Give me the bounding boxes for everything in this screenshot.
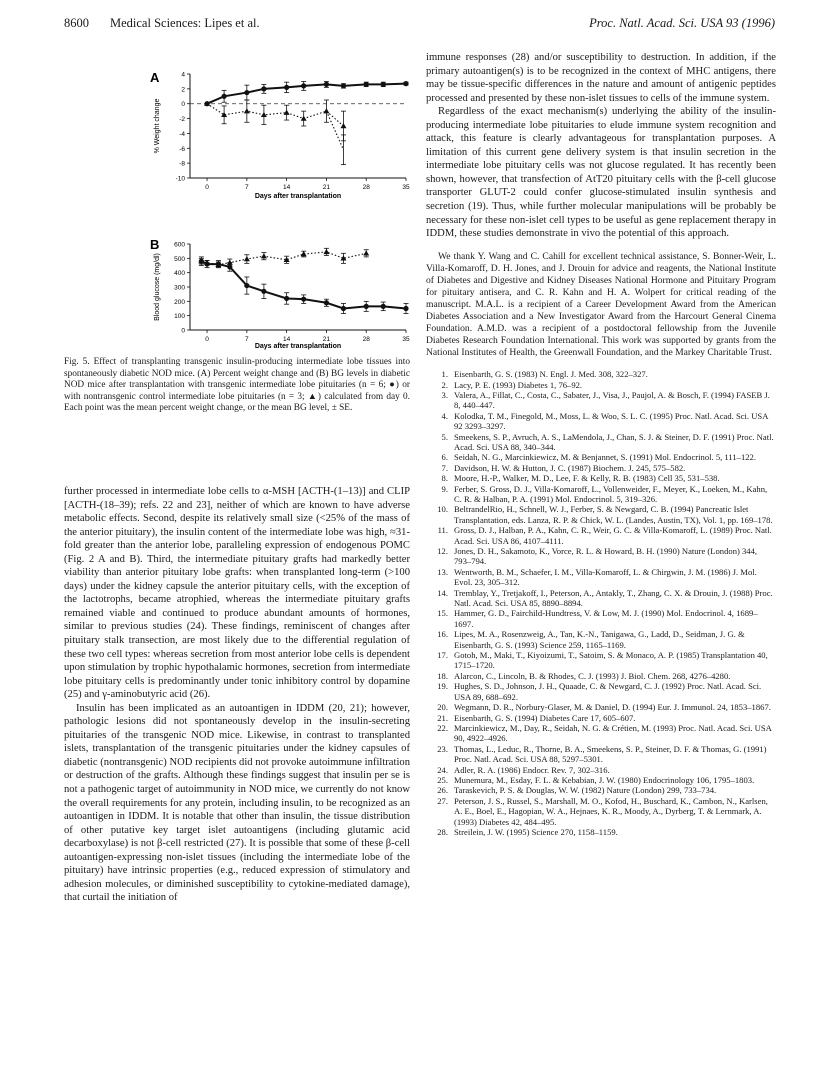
panel-b-point-circle — [301, 297, 306, 302]
reference-item — [426, 432, 776, 453]
panel-a-point-triangle — [284, 110, 290, 115]
panel-a-series-2-line — [207, 104, 343, 126]
caption-text: Effect of transplanting transgenic insulin-producing intermediate lobe tissues into spontaneously diabetic NOD mice. (A) Percent weight change and (B) BG levels in diabetic NOD mice after transplantation with transgenic intermediate lobe pituitaries (n = 6; ●) or with nontransgenic control intermediate lobe pituitaries (n = 3; ▲) calculated from day 0. Each point was the mean percent weight change, or the mean BG level, ± SE. — [64, 357, 411, 414]
right-column-body — [426, 51, 776, 837]
reference-text: Jones, D. H., Sakamoto, K., Vorce, R. L. & Howard, B. H. (1990) Nature (London) 344, 793–794. — [454, 546, 758, 567]
panel-a-x-tick-label: 14 — [283, 184, 291, 191]
reference-text: Taraskevich, P. S. & Douglas, W. W. (1982) Nature (London) 299, 733–734. — [454, 785, 717, 796]
reference-item — [426, 713, 776, 723]
panel-b-xlabel: Days after transplantation — [254, 343, 342, 350]
panel-a-series-3-line — [326, 111, 343, 150]
reference-number: 26. — [437, 785, 448, 796]
panel-b-point-circle — [403, 306, 408, 311]
body-paragraph: Insulin has been implicated as an autoantigen in IDDM (20, 21); however, pathologic lesions did not spontaneously develop in the insulin-secreting pituitaries of the transgenic NOD mice. Likewise, in contrast to transplanted islets, transplantation of the transgenic pituitaries under the kidney capsules of diabetic (nontransgenic) NOD recipients did not provoke autoimmune infiltration or destruction of the grafts. Although these findings suggest that insulin per se is not a pathogenic target of autoimmunity in NOD mice, we currently do not know the overall requirements for any protein, including insulin, to be recognized as an autoantigen in IDDM. It is notable that other than insulin, the tissue distribution of other putative key target islet autoantigens (including glutamic acid decarboxylase) is not β-cell restricted (27). It is possible that some of these β-cell autoantigen-expressing non-islet tissues (including the intermediate lobe of the pituitary) have intrinsic properties (e.g., reduced expression of stimulatory and adhesion molecules, or diminished susceptibility to cytokine-mediated damage), that curtail the initiation of — [64, 702, 410, 904]
panel-b-series-2-line — [201, 252, 366, 265]
reference-item — [426, 525, 776, 546]
panel-b-y-tick-label: 200 — [174, 298, 185, 306]
panel-a-y-tick-label: -10 — [175, 175, 185, 183]
reference-number: 9. — [441, 483, 448, 494]
reference-number: 16. — [437, 629, 448, 640]
panel-b-y-tick-label: 500 — [174, 255, 185, 263]
reference-text: Hammer, G. D., Fairchild-Hundtress, V. & Low, M. J. (1990) Mol. Endocrinol. 4, 1689–1697. — [454, 608, 758, 629]
panel-a-label: A — [150, 70, 160, 85]
panel-b-point-circle — [244, 283, 249, 288]
panel-a-point-circle — [261, 86, 266, 91]
running-header — [64, 14, 775, 36]
reference-list — [426, 369, 776, 837]
panel-b-label: B — [150, 237, 160, 252]
reference-number: 12. — [437, 546, 448, 556]
reference-item — [426, 775, 776, 785]
reference-item — [426, 702, 776, 712]
panel-a-point-circle — [244, 90, 249, 95]
panel-b-x-tick-label: 7 — [245, 336, 249, 343]
figure-5-svg — [64, 56, 410, 356]
panel-a-x-tick-label: 28 — [362, 184, 370, 191]
panel-a-point-triangle — [301, 116, 307, 121]
panel-b-y-tick-label: 600 — [174, 241, 185, 249]
panel-b-point-circle — [284, 296, 289, 301]
reference-text: Lacy, P. E. (1993) Diabetes 1, 76–92. — [454, 379, 583, 390]
reference-item — [426, 671, 776, 681]
panel-a-point-circle — [301, 83, 306, 88]
reference-number: 20. — [437, 702, 448, 713]
body-paragraph: Regardless of the exact mechanism(s) underlying the ability of the insulin-producing intermediate lobe pituitaries to elude immune system recognition and attack, this feature is clearly advantageous for transplantation purposes. A limitation of this current gene delivery system is that insulin secretion in the intermediate lobe pituitary cells was not glucose regulated. It has recently been shown, however, that transfection of AtT20 pituitary cells with the β-cell glucose transporter GLUT-2 could confer glucose-stimulated insulin synthesis and secretion (19). Thus, while further molecular manipulations will be probably be necessary for these non-islet cell types to be useful as gene replacement therapy in IDDM, these studies demonstrate in vivo the potential of this approach. — [426, 106, 776, 240]
panel-b-point-triangle — [244, 256, 250, 261]
reference-number: 8. — [441, 473, 448, 484]
acknowledgment: We thank Y. Wang and C. Cahill for excellent technical assistance, S. Bonner-Weir, L. Villa-Komaroff, D. H. Jones, and J. Drouin for advice and reagents, the National Institute of Diabetes and Digestive and Kidney Diseases National Hormone and Pituitary Program for pituitary antisera, and C. R. Kahn and H. A. Wolpert for critical reading of the manuscript. M.A.L. is a recipient of a Career Development Award from the American Diabetes Association and a New Investigator Award from the Harcourt General Cinema Foundation. A.M.D. was a recipient of a postdoctoral fellowship from the Juvenile Diabetes Research Foundation International. This work was supported by grants from the National Institutes of Health, the Greenwall Foundation, and the Markey Charitable Trust. — [426, 250, 776, 359]
reference-item — [426, 369, 776, 379]
reference-text: Alarcon, C., Lincoln, B. & Rhodes, C. J. (1993) J. Biol. Chem. 268, 4276–4280. — [454, 670, 731, 681]
panel-a-point-triangle — [323, 108, 329, 113]
panel-a-point-triangle — [261, 112, 267, 117]
reference-item — [426, 785, 776, 795]
reference-number: 6. — [441, 452, 448, 463]
figure-caption — [64, 357, 410, 415]
reference-item — [426, 463, 776, 473]
reference-item — [426, 650, 776, 671]
panel-b-y-tick-label: 0 — [181, 327, 185, 335]
panel-b-point-triangle — [363, 250, 369, 255]
panel-a-xlabel: Days after transplantation — [254, 193, 342, 200]
panel-a-point-triangle — [340, 123, 346, 128]
reference-item — [426, 484, 776, 505]
reference-text: Davidson, H. W. & Hutton, J. C. (1987) Biochem. J. 245, 575–582. — [454, 462, 686, 473]
panel-a-point-triangle — [244, 108, 250, 113]
reference-number: 17. — [437, 650, 448, 661]
reference-text: Gotoh, M., Maki, T., Kiyoizumi, T., Satoim, S. & Monaco, A. P. (1985) Transplantation 40, 1715–1720. — [454, 650, 768, 671]
reference-number: 4. — [441, 410, 448, 421]
reference-number: 24. — [437, 764, 448, 775]
reference-text: Kolodka, T. M., Finegold, M., Moss, L. & Woo, S. L. C. (1995) Proc. Natl. Acad. Sci. USA 92 3293–3297. — [454, 410, 768, 432]
reference-item — [426, 744, 776, 765]
reference-number: 21. — [437, 712, 448, 723]
reference-text: Peterson, J. S., Russel, S., Marshall, M. O., Kofod, H., Buschard, K., Cambon, N., Karlsen, A. E., Boel, E., Hagopian, W. A., Hejnaes, K. R., Moody, A., Dyrberg, T. & Lernmark, A. (1993) Diabetes 42, 484–495. — [454, 795, 768, 827]
reference-text: Eisenbarth, G. S. (1983) N. Engl. J. Med. 308, 322–327. — [454, 369, 648, 380]
panel-a-x-tick-label: 7 — [245, 184, 249, 191]
panel-b-ylabel: Blood glucose (mg/dl) — [154, 253, 161, 321]
body-paragraph: further processed in intermediate lobe cells to α-MSH [ACTH-(1–13)] and CLIP [ACTH-(18–39); refs. 22 and 23], neither of which are known to have adverse metabolic effects. Second, despite its relatively small size (<25% of the mass of the anterior pituitary), the insulin content of the intermediate lobe was high, ≈31-fold greater than the anterior lobe, paralleling expression of endogenous POMC (Fig. 2 A and B). Third, the intermediate pituitary grafts had markedly better viability than anterior pituitary lobe grafts: when transplanted long-term (>100 days) under the kidney capsule the anterior pituitary cells, with the exception of the lactotrophs, became atrophied, whereas the intermediate pituitary grafts remained viable and continued to produce abundant amounts of hormones, similar to previous studies (24). These findings, reminiscent of changes after pituitary stalk transection, are most likely due to the differential regulation of these two cell types: whereas secretion from most anterior lobe cells is dependent upon stimulation by trophic hypothalamic hormones, secretion from intermediate lobe pituitary cells is predominantly under tonic inhibitory control by dopamine (25) and γ-aminobutyric acid (26). — [64, 486, 410, 701]
reference-text: Gross, D. J., Halban, P. A., Kahn, C. R., Weir, G. C. & Villa-Komaroff, L. (1989) Proc. Natl. Acad. Sci. USA 86, 4107–4111. — [454, 525, 772, 546]
panel-a-point-circle — [222, 94, 227, 99]
reference-text: Moore, H.-P., Walker, M. D., Lee, F. & Kelly, R. B. (1983) Cell 35, 531–538. — [454, 473, 720, 484]
reference-number: 19. — [437, 681, 448, 692]
panel-b-point-triangle — [301, 251, 307, 256]
panel-a-y-tick-label: -4 — [179, 130, 185, 138]
panel-a-point-circle — [324, 82, 329, 87]
reference-number: 28. — [437, 826, 448, 837]
panel-a-y-tick-label: 0 — [181, 101, 185, 109]
reference-item — [426, 796, 776, 827]
section-title: Medical Sciences: Lipes et al. — [110, 16, 260, 30]
reference-text: Wegmann, D. R., Norbury-Glaser, M. & Daniel, D. (1994) Eur. J. Immunol. 24, 1853–1867. — [454, 702, 771, 713]
panel-b-point-circle — [341, 306, 346, 311]
reference-number: 18. — [437, 670, 448, 681]
reference-text: Adler, R. A. (1986) Endocr. Rev. 7, 302–316. — [454, 764, 610, 775]
reference-item — [426, 380, 776, 390]
journal-citation: Proc. Natl. Acad. Sci. USA 93 (1996) — [589, 16, 775, 30]
reference-number: 10. — [437, 504, 448, 515]
panel-b-x-tick-label: 28 — [362, 336, 370, 343]
reference-item — [426, 827, 776, 837]
caption-label: Fig. 5. — [64, 357, 90, 367]
reference-item — [426, 608, 776, 629]
reference-text: Tremblay, Y., Tretjakoff, I., Peterson, A., Antakly, T., Zhang, C. X. & Drouin, J. (1988) Proc. Natl. Acad. Sci. USA 85, 8890–8894. — [454, 587, 773, 609]
reference-text: Wentworth, B. M., Schaefer, I. M., Villa-Komaroff, L. & Chirgwin, J. M. (1986) J. Mol. Evol. 23, 305–312. — [454, 566, 757, 588]
panel-a-y-tick-label: -2 — [179, 116, 185, 124]
panel-b-x-tick-label: 14 — [283, 336, 291, 343]
panel-b-point-circle — [324, 300, 329, 305]
panel-b-x-tick-label: 21 — [322, 336, 331, 343]
reference-text: BeltrandelRio, H., Schnell, W. J., Ferber, S. & Newgard, C. B. (1994) Pancreatic Islet Transplantation, eds. Lanza, R. P. & Chick, W. L. (Landes, Austin, TX), Vol. 1, pp. 169–178. — [454, 504, 773, 525]
panel-b-point-triangle — [261, 253, 267, 258]
reference-item — [426, 681, 776, 702]
reference-text: Seidah, N. G., Marcinkiewicz, M. & Benjannet, S. (1991) Mol. Endocrinol. 5, 111–122. — [454, 452, 757, 463]
panel-a-x-tick-label: 35 — [402, 184, 410, 191]
reference-text: Lipes, M. A., Rosenzweig, A., Tan, K.-N., Tanigawa, G., Ladd, D., Seidman, J. G. & Eisenbarth, G. S. (1993) Science 259, 1165–1169. — [454, 629, 745, 650]
reference-text: Munemura, M., Esday, F. L. & Kebabian, J. W. (1980) Endocrinology 106, 1795–1803. — [454, 774, 755, 785]
panel-b-y-tick-label: 100 — [174, 313, 185, 321]
reference-number: 2. — [441, 379, 448, 390]
reference-number: 7. — [441, 462, 448, 473]
panel-a-y-tick-label: 4 — [181, 71, 185, 79]
page-number: 8600 — [64, 16, 89, 30]
reference-item — [426, 473, 776, 483]
panel-a-point-circle — [364, 82, 369, 87]
panel-a-point-triangle — [221, 112, 227, 117]
reference-item — [426, 629, 776, 650]
reference-number: 3. — [441, 389, 448, 400]
reference-item — [426, 765, 776, 775]
panel-a-point-circle — [403, 81, 408, 86]
reference-item — [426, 452, 776, 462]
panel-a-ylabel: % Weight change — [154, 98, 161, 154]
panel-a-point-circle — [381, 82, 386, 87]
reference-text: Valera, A., Fillat, C., Costa, C., Sabater, J., Visa, J., Paujol, A. & Bosch, F. (1994) FASEB J. 8, 440–447. — [454, 389, 770, 411]
reference-number: 27. — [437, 795, 448, 806]
panel-a-x-tick-label: 0 — [205, 184, 209, 191]
reference-text: Thomas, L., Leduc, R., Thorne, B. A., Smeekens, S. P., Steiner, D. F. & Thomas, G. (1991) Proc. Natl. Acad. Sci. USA 88, 5297–5301. — [454, 743, 767, 765]
body-paragraph: immune responses (28) and/or susceptibility to destruction. In addition, if the primary autoantigen(s) is to be recognized in the context of MHC antigens, there may be tissue-specific differences in the nature and amount of antigenic peptides processed and presented by these non-islet tissues to cells of the immune system. — [426, 52, 776, 104]
panel-a-y-tick-label: 2 — [181, 86, 185, 94]
reference-text: Streilein, J. W. (1995) Science 270, 1158–1159. — [454, 826, 618, 837]
reference-item — [426, 588, 776, 609]
reference-item — [426, 567, 776, 588]
reference-text: Smeekens, S. P., Avruch, A. S., LaMendola, J., Chan, S. J. & Steiner, D. F. (1991) Proc. Natl. Acad. Sci. USA 88, 340–344. — [454, 431, 774, 452]
reference-number: 1. — [441, 369, 448, 380]
reference-text: Eisenbarth, G. S. (1994) Diabetes Care 17, 605–607. — [454, 712, 636, 723]
reference-number: 13. — [437, 566, 448, 577]
reference-text: Ferber, S. Gross, D. J., Villa-Komaroff, L., Vollenweider, F., Meyer, K., Loeken, M., Kahn, C. R. & Halban, P. A. (1991) Mol. Endocrinol. 5, 319–326. — [454, 483, 768, 504]
reference-number: 11. — [437, 525, 448, 536]
panel-a-x-tick-label: 21 — [322, 184, 331, 191]
reference-number: 25. — [437, 774, 448, 785]
reference-number: 14. — [437, 587, 448, 598]
reference-text: Hughes, S. D., Johnson, J. H., Quaade, C. & Newgard, C. J. (1992) Proc. Natl. Acad. Sci. USA 89, 688–692. — [454, 681, 762, 702]
reference-item — [426, 723, 776, 744]
reference-item — [426, 504, 776, 525]
figure-5 — [64, 56, 410, 356]
panel-a-point-circle — [341, 83, 346, 88]
reference-number: 23. — [437, 743, 448, 754]
panel-b-x-tick-label: 0 — [205, 336, 209, 343]
panel-b-y-tick-label: 400 — [174, 270, 185, 278]
panel-a-point-circle — [284, 85, 289, 90]
panel-b-x-tick-label: 35 — [402, 336, 410, 343]
reference-number: 5. — [441, 431, 448, 442]
panel-b-point-circle — [381, 304, 386, 309]
reference-item — [426, 390, 776, 411]
reference-text: Marcinkiewicz, M., Day, R., Seidah, N. G. & Crétien, M. (1993) Proc. Natl. Acad. Sci. USA 90, 4922–4926. — [454, 722, 772, 744]
panel-b-point-circle — [364, 304, 369, 309]
panel-a-y-tick-label: -8 — [179, 160, 185, 168]
panel-a-y-tick-label: -6 — [179, 145, 185, 153]
panel-b-y-tick-label: 300 — [174, 284, 185, 292]
reference-number: 15. — [437, 608, 448, 619]
panel-b-point-circle — [261, 289, 266, 294]
reference-item — [426, 546, 776, 567]
panel-b-point-triangle — [323, 249, 329, 254]
reference-item — [426, 411, 776, 432]
panel-a-series-1-line — [207, 84, 406, 104]
left-column-body — [64, 485, 410, 905]
reference-number: 22. — [437, 722, 448, 733]
